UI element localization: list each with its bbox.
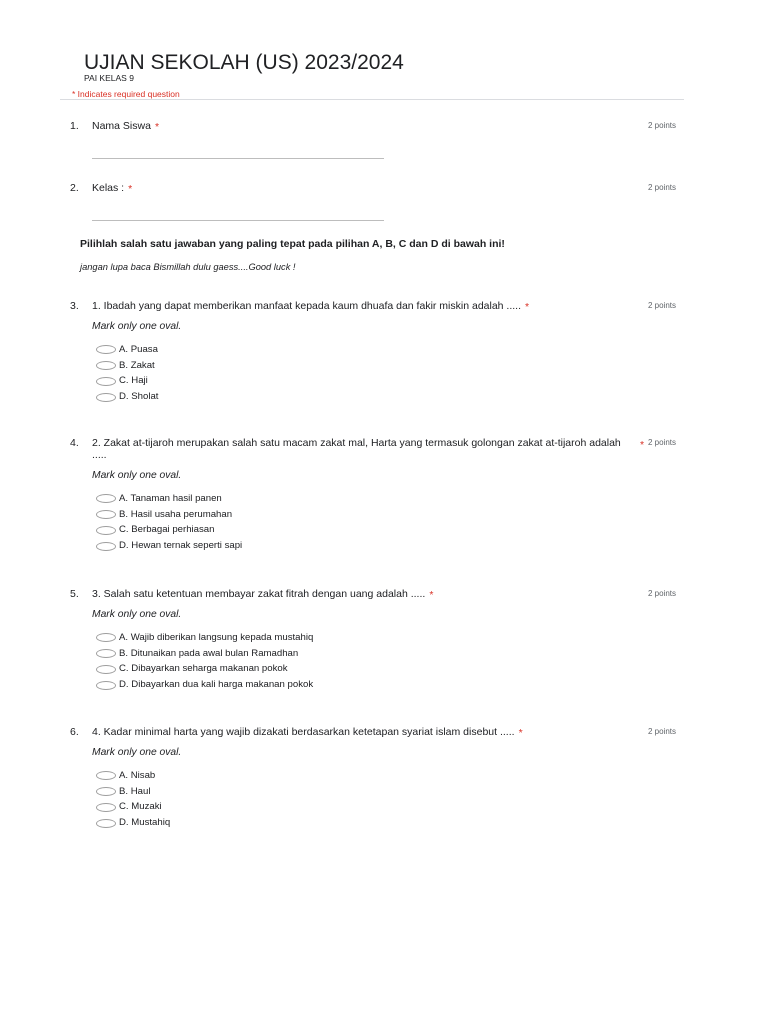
question-number: 6. bbox=[70, 726, 79, 738]
header-divider bbox=[60, 99, 684, 100]
question-hint: Mark only one oval. bbox=[92, 609, 182, 620]
form-title: UJIAN SEKOLAH (US) 2023/2024 bbox=[84, 51, 404, 74]
q5-option-a[interactable] bbox=[92, 630, 630, 646]
q6-option-c[interactable] bbox=[92, 800, 630, 816]
question-1 bbox=[0, 120, 768, 133]
option-label: D. Hewan ternak seperti sapi bbox=[119, 540, 243, 552]
question-points: 2 points bbox=[647, 301, 676, 310]
q4-option-a[interactable] bbox=[92, 491, 630, 507]
option-label: A. Tanaman hasil panen bbox=[119, 492, 222, 504]
radio-oval[interactable] bbox=[96, 345, 116, 354]
option-label: A. Puasa bbox=[119, 343, 158, 355]
radio-oval[interactable] bbox=[96, 681, 116, 690]
question-title bbox=[92, 726, 630, 738]
question-points: 2 points bbox=[647, 438, 676, 447]
option-label: D. Sholat bbox=[119, 391, 159, 403]
radio-oval[interactable] bbox=[96, 526, 116, 535]
radio-oval[interactable] bbox=[96, 361, 116, 370]
q4-option-d[interactable] bbox=[92, 538, 630, 554]
radio-oval[interactable] bbox=[96, 542, 116, 551]
q6-option-b[interactable] bbox=[92, 784, 630, 800]
option-label: C. Haji bbox=[119, 375, 148, 387]
option-label: B. Haul bbox=[119, 785, 151, 797]
question-hint: Mark only one oval. bbox=[92, 470, 182, 481]
radio-oval[interactable] bbox=[96, 649, 116, 658]
q3-option-c[interactable] bbox=[92, 374, 630, 390]
radio-oval[interactable] bbox=[96, 494, 116, 503]
q6-option-d[interactable] bbox=[92, 815, 630, 831]
question-text: Nama Siswa bbox=[92, 120, 151, 132]
question-body bbox=[92, 726, 630, 831]
question-title bbox=[92, 120, 630, 132]
question-title bbox=[92, 588, 630, 600]
radio-oval[interactable] bbox=[96, 771, 116, 780]
required-asterisk: * bbox=[128, 183, 133, 195]
q5-option-b[interactable] bbox=[92, 646, 630, 662]
q3-option-d[interactable] bbox=[92, 389, 630, 405]
q5-option-c[interactable] bbox=[92, 662, 630, 678]
options-group bbox=[92, 630, 630, 693]
radio-oval[interactable] bbox=[96, 393, 116, 402]
required-asterisk: * bbox=[525, 301, 530, 313]
question-text: 1. Ibadah yang dapat memberikan manfaat kepada kaum dhuafa dan fakir miskin adalah ..... bbox=[92, 300, 522, 312]
question-4 bbox=[0, 437, 768, 552]
q6-option-a[interactable] bbox=[92, 768, 630, 784]
q4-option-b[interactable] bbox=[92, 507, 630, 523]
question-text: 2. Zakat at-tijaroh merupakan salah satu macam zakat mal, Harta yang termasuk golongan zakat at-tijaroh adalah ..... bbox=[92, 437, 621, 461]
question-points: 2 points bbox=[647, 183, 676, 192]
radio-oval[interactable] bbox=[96, 787, 116, 796]
question-body bbox=[92, 120, 630, 159]
question-text: Kelas : bbox=[92, 182, 125, 194]
option-label: C. Dibayarkan seharga makanan pokok bbox=[119, 663, 288, 675]
question-3 bbox=[0, 300, 768, 403]
question-number: 1. bbox=[70, 120, 79, 132]
q3-option-a[interactable] bbox=[92, 342, 630, 358]
question-5 bbox=[0, 588, 768, 691]
option-label: D. Mustahiq bbox=[119, 817, 171, 829]
question-number: 5. bbox=[70, 588, 79, 600]
question-text: 4. Kadar minimal harta yang wajib dizakati berdasarkan ketetapan syariat islam disebut ..... bbox=[92, 726, 515, 738]
question-text: 3. Salah satu ketentuan membayar zakat fitrah dengan uang adalah ..... bbox=[92, 588, 426, 600]
options-group bbox=[92, 768, 630, 831]
question-number: 3. bbox=[70, 300, 79, 312]
q3-option-b[interactable] bbox=[92, 358, 630, 374]
question-title bbox=[92, 182, 630, 194]
question-hint: Mark only one oval. bbox=[92, 321, 182, 332]
radio-oval[interactable] bbox=[96, 633, 116, 642]
option-label: B. Hasil usaha perumahan bbox=[119, 508, 233, 520]
question-6 bbox=[0, 726, 768, 829]
question-body bbox=[92, 437, 630, 554]
question-points: 2 points bbox=[647, 589, 676, 598]
radio-oval[interactable] bbox=[96, 377, 116, 386]
question-2 bbox=[0, 182, 768, 195]
question-number: 4. bbox=[70, 437, 79, 449]
question-hint: Mark only one oval. bbox=[92, 747, 182, 758]
q5-option-d[interactable] bbox=[92, 677, 630, 693]
question-number: 2. bbox=[70, 182, 79, 194]
required-note: * Indicates required question bbox=[72, 89, 180, 99]
section-description: jangan lupa baca Bismillah dulu gaess....Good luck ! bbox=[80, 262, 296, 272]
kelas-input[interactable] bbox=[92, 205, 384, 221]
question-points: 2 points bbox=[647, 727, 676, 736]
option-label: B. Zakat bbox=[119, 359, 155, 371]
question-points: 2 points bbox=[647, 121, 676, 130]
options-group bbox=[92, 491, 630, 554]
options-group bbox=[92, 342, 630, 405]
option-label: C. Muzaki bbox=[119, 801, 162, 813]
radio-oval[interactable] bbox=[96, 665, 116, 674]
question-title bbox=[92, 300, 630, 312]
section-heading: Pilihlah salah satu jawaban yang paling tepat pada pilihan A, B, C dan D di bawah ini! bbox=[80, 238, 505, 250]
option-label: B. Ditunaikan pada awal bulan Ramadhan bbox=[119, 647, 299, 659]
radio-oval[interactable] bbox=[96, 819, 116, 828]
option-label: A. Nisab bbox=[119, 769, 156, 781]
required-asterisk: * bbox=[640, 439, 645, 451]
question-body bbox=[92, 300, 630, 405]
required-asterisk: * bbox=[154, 121, 160, 133]
required-asterisk: * bbox=[429, 589, 434, 601]
option-label: A. Wajib diberikan langsung kepada mustahiq bbox=[119, 631, 314, 643]
option-label: D. Dibayarkan dua kali harga makanan pokok bbox=[119, 679, 314, 691]
question-title bbox=[92, 437, 630, 461]
q4-option-c[interactable] bbox=[92, 523, 630, 539]
option-label: C. Berbagai perhiasan bbox=[119, 524, 215, 536]
radio-oval[interactable] bbox=[96, 803, 116, 812]
radio-oval[interactable] bbox=[96, 510, 116, 519]
question-body bbox=[92, 588, 630, 693]
question-body bbox=[92, 182, 630, 221]
form-subtitle: PAI KELAS 9 bbox=[84, 73, 134, 83]
nama-siswa-input[interactable] bbox=[92, 143, 384, 159]
required-asterisk: * bbox=[518, 727, 523, 739]
